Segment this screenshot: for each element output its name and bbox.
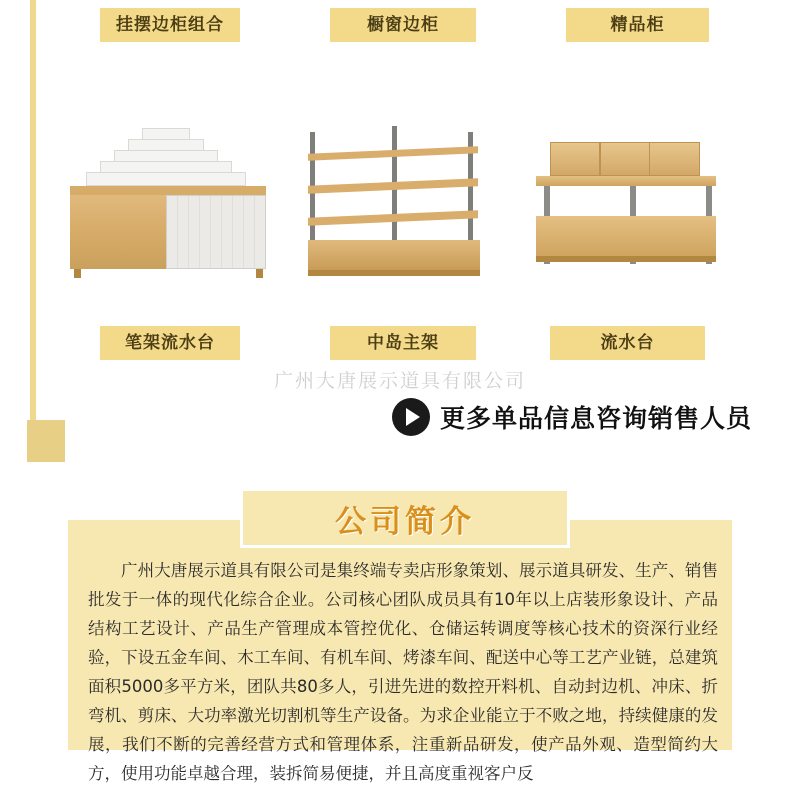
product-image-center-island-shelf	[300, 120, 500, 295]
label-pill-hanging-cabinet: 挂摆边柜组合	[100, 8, 240, 42]
label-pill-display-table: 流水台	[550, 326, 705, 360]
more-info-cta-text: 更多单品信息咨询销售人员	[440, 405, 753, 433]
company-watermark: 广州大唐展示道具有限公司	[273, 371, 526, 392]
label-pill-pen-rack-table: 笔架流水台	[100, 326, 240, 360]
company-profile-title-frame	[240, 488, 570, 548]
label-pill-window-cabinet: 橱窗边柜	[330, 8, 476, 42]
product-image-row	[0, 120, 800, 310]
company-profile-body: 广州大唐展示道具有限公司是集终端专卖店形象策划、展示道具研发、生产、销售批发于一体的现代化综合企业。公司核心团队成员具有10年以上店装形象设计、产品结构工艺设计、产品生产管理成本管控优化、仓储运转调度等核心技术的资深行业经验，下设五金车间、木工车间、有机车间、烤漆车间、配送中心等工艺产业链，总建筑面积5000多平方米，团队共80多人，引进先进的数控开料机、自动封边机、冲床、折弯机、剪床、大功率激光切割机等生产设备。为求企业能立于不败之地，持续健康的发展，我们不断的完善经营方式和管理体系，注重新品研发，使产品外观、造型简约大方，使用功能卓越合理，装拆简易便捷，并且高度重视客户反	[88, 561, 718, 783]
company-profile-title: 公司简介	[335, 503, 475, 539]
label-pill-center-island-shelf: 中岛主架	[330, 326, 476, 360]
more-info-cta	[392, 398, 752, 436]
product-image-pen-rack-table	[68, 120, 268, 295]
play-triangle-icon	[392, 398, 430, 436]
label-pill-boutique-cabinet: 精品柜	[566, 8, 709, 42]
display-steps-graphic	[86, 128, 246, 186]
top-label-row	[0, 0, 800, 50]
product-image-display-table	[530, 120, 730, 295]
cabinet-body-graphic	[70, 186, 266, 278]
product-label-row	[0, 326, 800, 366]
decorative-corner-block	[27, 420, 65, 462]
